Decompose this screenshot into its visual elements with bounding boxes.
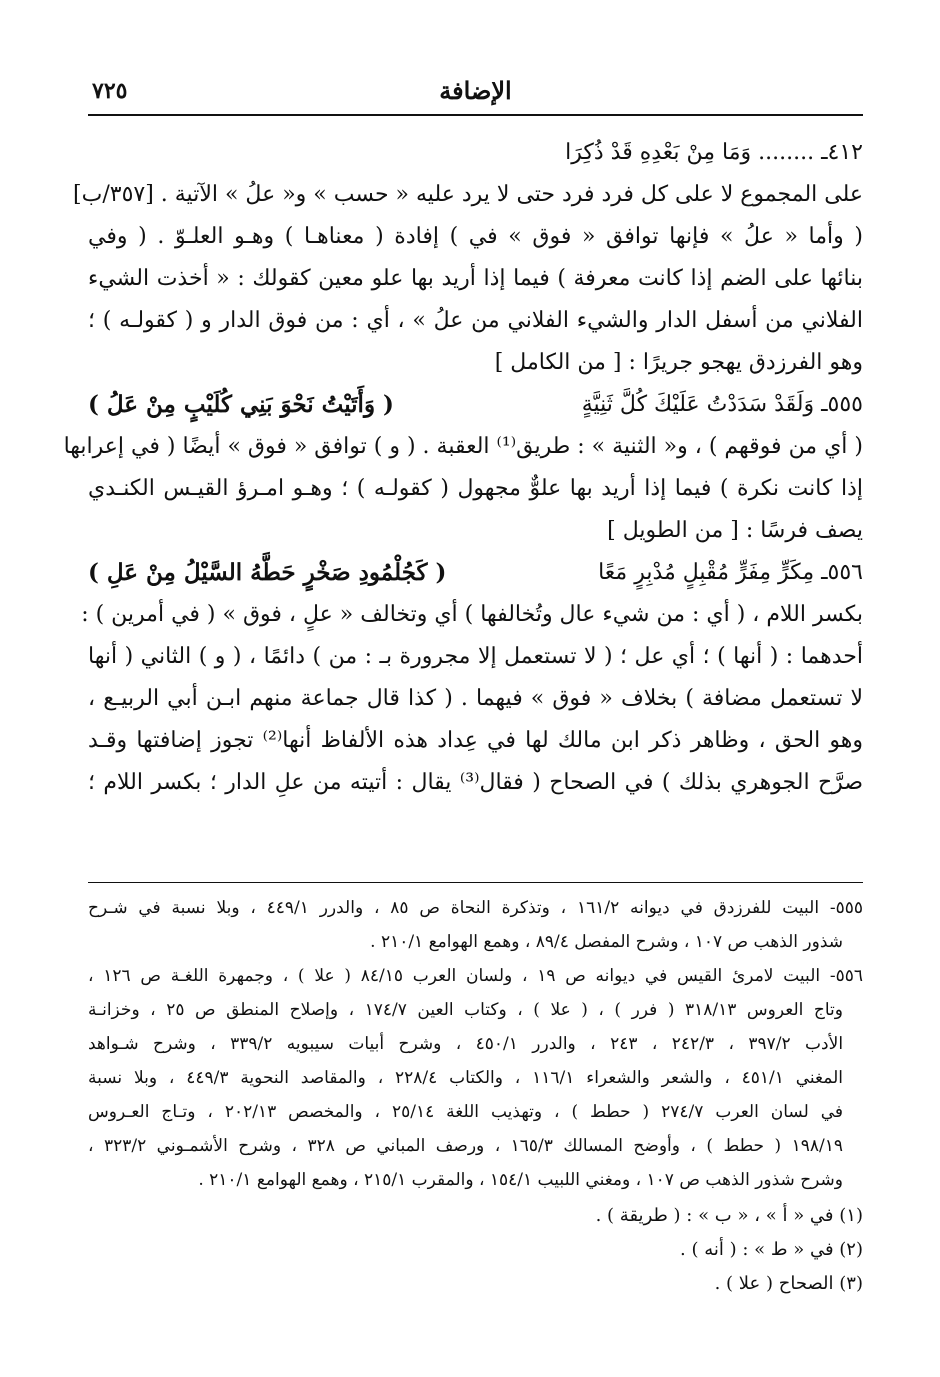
footnote-line: في لسان العرب ٢٧٤/٧ ( حطط ) ، وتهذيب اللغة ٢٥/١٤ ، والمخصص ٢٠٢/١٣ ، وتـاج العـروس	[88, 1102, 843, 1122]
chapter-title: الإضافة	[439, 76, 512, 105]
footnote-line: المغني ٤٥١/١ ، والشعر والشعراء ١١٦/١ ، والكتاب ٢٢٨/٤ ، والمقاصد النحوية ٤٤٩/٣ ، وبلا نسبة	[88, 1068, 843, 1088]
text-line: إذا كانت نكرة ) فيما إذا أريد بها علوٌّ مجهول ( كقولـه ) ؛ وهـو امـرؤ القيـس الكنـدي	[88, 476, 863, 501]
footnote-line: ٥٥٥- البيت للفرزدق في ديوانه ١٦١/٢ ، وتذكرة النحاة ص ٨٥ ، والدرر ٤٤٩/١ ، وبلا نسبة في شـرح	[88, 898, 864, 918]
text-line: ( وأما « علُ » فإنها توافق « فوق » في ) إفادة ( معناهـا ) وهـو العلـوّ . ( وفي	[88, 224, 863, 249]
page-header	[88, 70, 863, 116]
page-number: ٧٢٥	[92, 78, 128, 104]
text-line: ( أي من فوقهم ) ، و« الثنية » : طريق⁽¹⁾ العقبة . ( و ) توافق « فوق » أيضًا ( في إعرابها	[63, 434, 863, 459]
footnote-line: ٥٥٦- البيت لامرئ القيس في ديوانه ص ١٩ ، ولسان العرب ٨٤/١٥ ( علا ) ، وجمهرة اللغـة ص ١٢٦ ،	[88, 966, 863, 986]
source-footnotes	[88, 891, 863, 1197]
text-line: أحدهما : ( أنها ) ؛ أي عل ؛ ( لا تستعمل إلا مجرورة بـ : من ) دائمًا ، ( و ) الثاني ( أنها	[88, 644, 863, 669]
variant-notes	[88, 1199, 863, 1301]
verse-line: ٤١٢ـ ........ وَمَا مِنْ بَعْدِهِ قَدْ ذُكِرَا	[565, 140, 863, 165]
text-line: على المجموع لا على كل فرد فرد حتى لا يرد عليه « حسب » و« علُ » الآتية . [٣٥٧/ب]	[73, 182, 863, 207]
text-line: بكسر اللام ، ( أي : من شيء عال وتُخالفها ) أي وتخالف « علٍ ، فوق » ( في أمرين ) :	[81, 602, 863, 627]
text-line: وهو الحق ، وظاهر ذكر ابن مالك لها في عِداد هذه الألفاظ أنها⁽²⁾ تجوز إضافتها وقـد	[88, 728, 864, 753]
variant-note: (٣) الصحاح ( علا ) .	[714, 1273, 863, 1294]
book-page	[63, 70, 864, 1370]
main-text	[63, 132, 864, 804]
text-line: بنائها على الضم إذا كانت معرفة ) فيما إذا أريد بها علو معين كقولك : « أخذت الشيء	[88, 266, 863, 291]
text-line: الفلاني من أسفل الدار والشيء الفلاني من علُ » ، أي : من فوق الدار و ( كقولـه ) ؛	[88, 308, 863, 333]
verse-line	[88, 384, 863, 426]
variant-note: (١) في « أ » ، « ب » : ( طريقة ) .	[595, 1205, 863, 1226]
verse-first-hemistich: ٥٥٥ـ وَلَقَدْ سَدَدْتُ عَلَيْكَ كُلَّ ثَنِيَّةٍ	[581, 392, 863, 417]
text-line: لا تستعمل مضافة ) بخلاف « فوق » فيهما . ( كذا قال جماعة منهم ابـن أبي الربيـع ،	[88, 686, 863, 711]
variant-note: (٢) في « ط » : ( أنه ) .	[680, 1239, 863, 1260]
verse-first-hemistich: ٥٥٦ـ مِكَرٍّ مِفَرٍّ مُقْبِلٍ مُدْبِرٍ مَعًا	[598, 560, 863, 585]
text-line: وهو الفرزدق يهجو جريرًا : [ من الكامل ]	[494, 350, 863, 375]
footnote-line: شذور الذهب ص ١٠٧ ، وشرح المفصل ٨٩/٤ ، وهمع الهوامع ٢١٠/١ .	[370, 932, 843, 952]
footnote-line: ١٩٨/١٩ ( حطط ) ، وأوضح المسالك ١٦٥/٣ ، ورصف المباني ص ٣٢٨ ، وشرح الأشمـوني ٣٢٣/٢ ،	[88, 1136, 844, 1156]
footnote-line: الأدب ٣٩٧/٢ ، ٢٤٢/٣ ، ٢٤٣ ، والدرر ٤٥٠/١ ، وشرح أبيات سيبويه ٣٣٩/٢ ، وشرح شـواهد	[88, 1034, 844, 1054]
footnote-line: وشرح شذور الذهب ص ١٠٧ ، ومغني اللبيب ١٥٤/١ ، والمقرب ٢١٥/١ ، وهمع الهوامع ٢١٠/١ .	[198, 1170, 843, 1190]
verse-second-hemistich: ( كَجُلْمُودِ صَخْرٍ حَطَّهُ السَّيْلُ مِنْ عَلِ )	[88, 559, 447, 586]
text-line: صرَّح الجوهري بذلك ) في الصحاح ( فقال⁽³⁾ يقال : أتيته من علِ الدار ؛ بكسر اللام ؛	[88, 770, 864, 795]
verse-second-hemistich: ( وَأَتَيْتُ نَحْوَ بَنِي كُلَيْبٍ مِنْ عَلُ )	[88, 391, 394, 418]
footnotes	[88, 882, 863, 1301]
verse-line	[88, 552, 863, 594]
text-line: يصف فرسًا : [ من الطويل ]	[607, 518, 863, 543]
footnote-line: وتاج العروس ٣١٨/١٣ ( فرر ) ، ( علا ) ، وكتاب العين ١٧٤/٧ ، وإصلاح المنطق ص ٢٥ ، وخزانـة	[88, 1000, 843, 1020]
